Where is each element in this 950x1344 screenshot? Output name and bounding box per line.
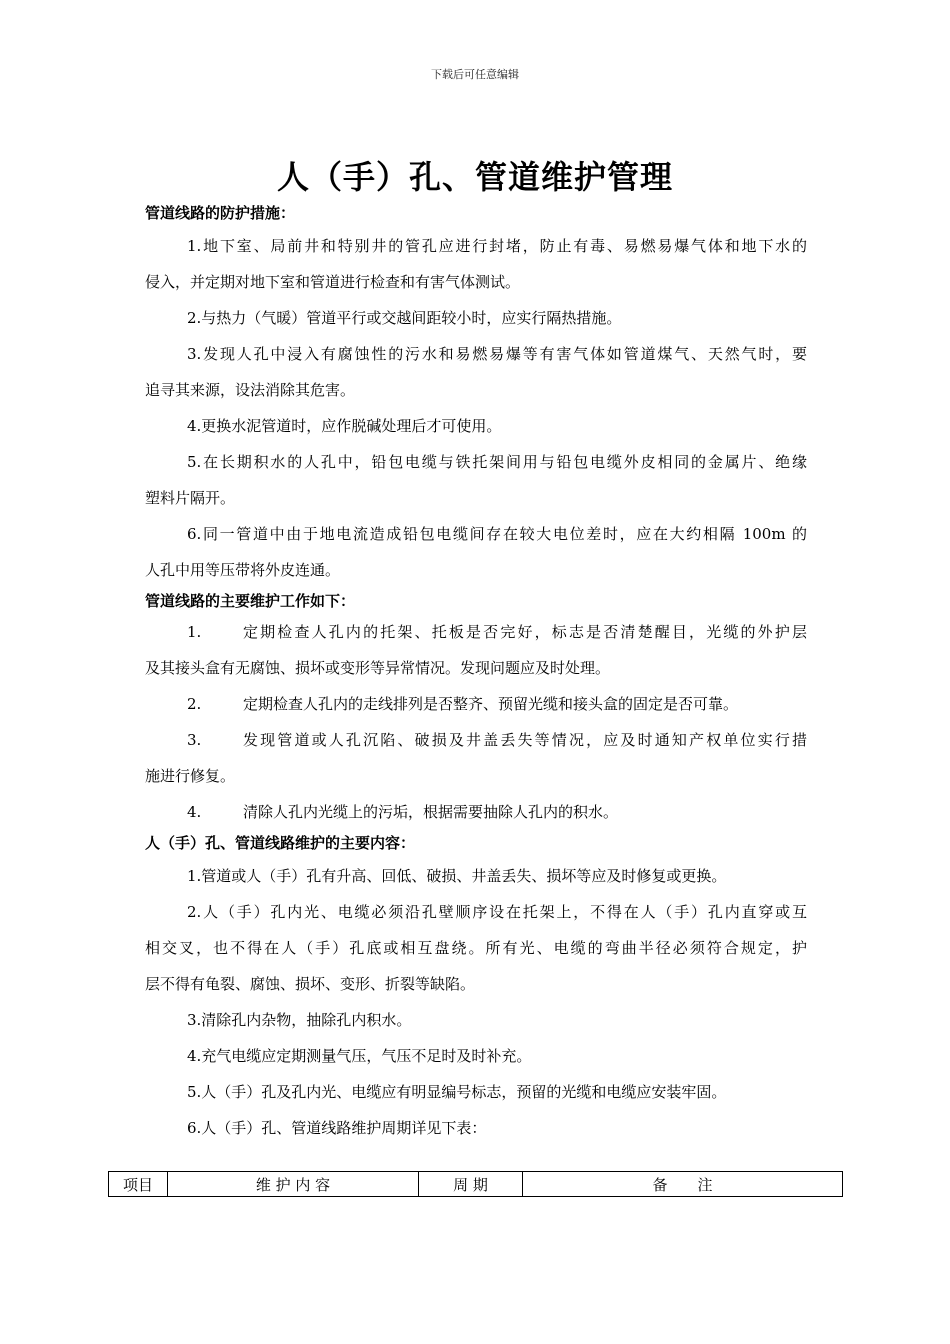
item-text-continued: 及其接头盒有无腐蚀、损坏或变形等异常情况。发现问题应及时处理。 [145,659,611,677]
table-header-row [109,1172,843,1197]
item-text-continued: 层不得有龟裂、腐蚀、损坏、变形、折裂等缺陷。 [145,975,476,993]
item-text: 发现管道或人孔沉陷、破损及井盖丢失等情况，应及时通知产权单位实行措 [243,731,807,749]
table-header-remarks: 备 注 [523,1172,843,1197]
document-body [145,200,807,1146]
list-item [145,336,807,408]
list-item [145,516,807,588]
item-text-continued: 侵入，并定期对地下室和管道进行检查和有害气体测试。 [145,273,521,291]
list-item [145,1038,807,1074]
table-header-item: 项目 [109,1172,168,1197]
item-text: 2.人（手）孔内光、电缆必须沿孔壁顺序设在托架上，不得在人（手）孔内直穿或互 [187,903,807,921]
item-text: 4.充气电缆应定期测量气压，气压不足时及时补充。 [187,1047,532,1065]
list-item [145,858,807,894]
item-text: 6.人（手）孔、管道线路维护周期详见下表： [187,1119,487,1137]
list-item [145,794,807,830]
list-item [145,686,807,722]
list-item [145,300,807,336]
item-line [145,794,807,830]
item-number: 4. [187,803,202,821]
item-number: 2. [187,695,202,713]
section-heading-maintenance-work: 管道线路的主要维护工作如下： [145,592,356,610]
item-text: 4.更换水泥管道时，应作脱碱处理后才可使用。 [187,417,502,435]
item-number: 1. [187,623,202,641]
section-heading-protection: 管道线路的防护措施： [145,204,296,222]
item-text-continued: 人孔中用等压带将外皮连通。 [145,561,341,579]
item-text: 3.发现人孔中浸入有腐蚀性的污水和易燃易爆等有害气体如管道煤气、天然气时，要 [187,345,807,363]
item-text: 1.管道或人（手）孔有升高、回低、破损、井盖丢失、损坏等应及时修复或更换。 [187,867,727,885]
page-title: 人（手）孔、管道维护管理 [276,158,673,196]
item-text: 清除人孔内光缆上的污垢，根据需要抽除人孔内的积水。 [243,803,619,821]
item-line [145,686,807,722]
header-note: 下载后可任意编辑 [431,68,519,81]
list-item [145,1002,807,1038]
item-text: 3.清除孔内杂物，抽除孔内积水。 [187,1011,412,1029]
item-text: 1.地下室、局前井和特别井的管孔应进行封堵，防止有毒、易燃易爆气体和地下水的 [187,237,807,255]
item-text-continued: 追寻其来源，设法消除其危害。 [145,381,356,399]
item-text: 2.与热力（气暖）管道平行或交越间距较小时，应实行隔热措施。 [187,309,622,327]
item-text-continued: 塑料片隔开。 [145,489,236,507]
item-text: 6.同一管道中由于地电流造成铅包电缆间存在较大电位差时，应在大约相隔 100m 的 [187,525,807,543]
maintenance-cycle-table [108,1171,843,1197]
section-heading-main-content: 人（手）孔、管道线路维护的主要内容： [145,834,416,852]
list-item [145,444,807,516]
list-item [145,722,807,794]
item-line [145,614,807,650]
item-text: 定期检查人孔内的走线排列是否整齐、预留光缆和接头盒的固定是否可靠。 [243,695,739,713]
list-item [145,1110,807,1146]
list-item [145,1074,807,1110]
list-item [145,228,807,300]
item-text: 定期检查人孔内的托架、托板是否完好，标志是否清楚醒目，光缆的外护层 [243,623,807,641]
list-item [145,408,807,444]
table-header-content: 维 护 内 容 [168,1172,419,1197]
list-item [145,894,807,1002]
item-number: 3. [187,731,202,749]
item-text-continued: 施进行修复。 [145,767,236,785]
item-text: 5.在长期积水的人孔中，铅包电缆与铁托架间用与铅包电缆外皮相同的金属片、绝缘 [187,453,807,471]
item-text: 5.人（手）孔及孔内光、电缆应有明显编号标志，预留的光缆和电缆应安装牢固。 [187,1083,727,1101]
item-text-continued: 相交叉，也不得在人（手）孔底或相互盘绕。所有光、电缆的弯曲半径必须符合规定，护 [145,939,807,957]
table-header-cycle: 周 期 [419,1172,523,1197]
item-line [145,722,807,758]
list-item [145,614,807,686]
